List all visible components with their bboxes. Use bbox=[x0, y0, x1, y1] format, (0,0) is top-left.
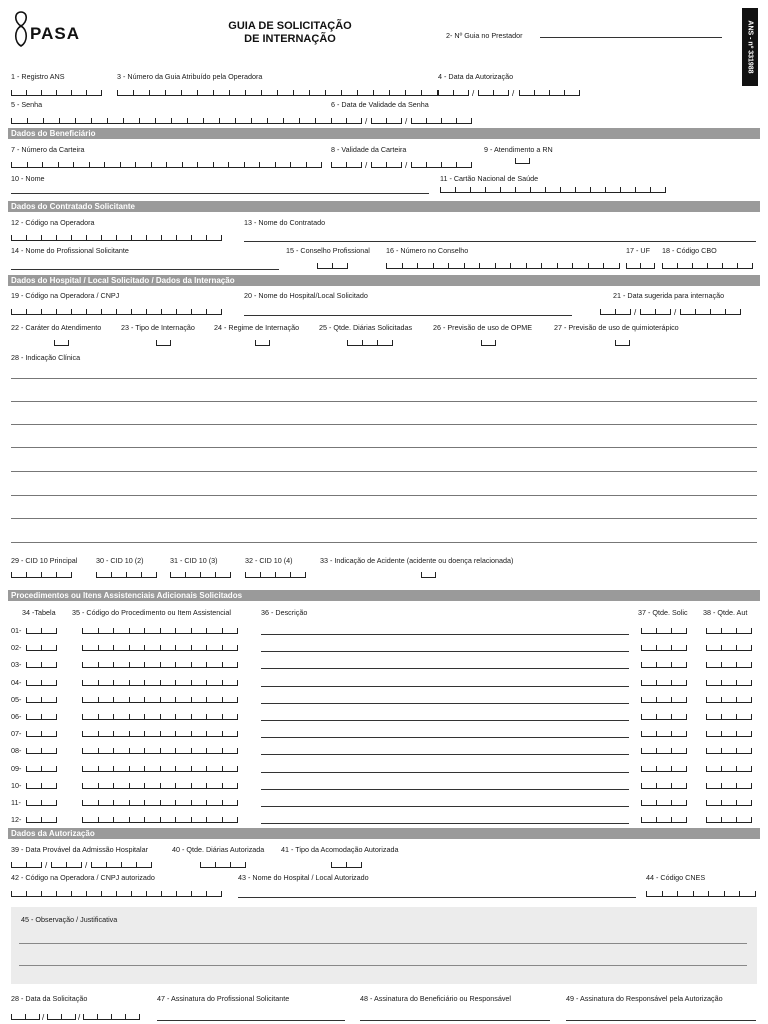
proc-qtde-solic-field[interactable] bbox=[641, 817, 687, 823]
proc-codigo-field[interactable] bbox=[82, 680, 238, 686]
proc-codigo-field[interactable] bbox=[82, 697, 238, 703]
label-codigo-autorizado: 42 - Código na Operadora / CNPJ autorizado bbox=[11, 873, 155, 882]
observacao-line-1[interactable] bbox=[19, 943, 747, 944]
proc-qtde-solic-field[interactable] bbox=[641, 766, 687, 772]
indicacao-line-4[interactable] bbox=[11, 447, 757, 448]
hospital-autorizado-field[interactable] bbox=[238, 897, 636, 898]
label-numero-carteira: 7 - Número da Carteira bbox=[11, 145, 85, 154]
label-codigo-cbo: 18 - Código CBO bbox=[662, 246, 717, 255]
proc-qtde-solic-field[interactable] bbox=[641, 680, 687, 686]
cid-principal-field[interactable] bbox=[11, 572, 72, 578]
validade-senha-ano[interactable] bbox=[411, 118, 472, 124]
proc-tabela-field[interactable] bbox=[26, 800, 57, 806]
indicacao-line-1[interactable] bbox=[11, 378, 757, 379]
label-numero-conselho: 16 - Número no Conselho bbox=[386, 246, 469, 255]
proc-row-number: 07- bbox=[11, 729, 22, 738]
label-senha: 5 - Senha bbox=[11, 100, 43, 109]
label-codigo-cnpj: 19 - Código na Operadora / CNPJ bbox=[11, 291, 120, 300]
label-codigo-procedimento: 35 - Código do Procedimento ou Item Assistencial bbox=[72, 608, 232, 617]
indicacao-line-6[interactable] bbox=[11, 495, 757, 496]
proc-descricao-field[interactable] bbox=[261, 668, 629, 669]
data-admissao-mes[interactable] bbox=[51, 862, 82, 868]
acomodacao-field[interactable] bbox=[331, 862, 362, 868]
cid-3-field[interactable] bbox=[170, 572, 231, 578]
label-assinatura-beneficiario: 48 - Assinatura do Beneficiário ou Responsável bbox=[360, 994, 512, 1003]
nome-contratado-field[interactable] bbox=[244, 241, 756, 242]
proc-qtde-solic-field[interactable] bbox=[641, 645, 687, 651]
proc-row-number: 03- bbox=[11, 660, 22, 669]
label-tabela: 34 -Tabela bbox=[22, 608, 56, 617]
proc-tabela-field[interactable] bbox=[26, 748, 57, 754]
proc-row-number: 12- bbox=[11, 815, 22, 824]
label-indicacao-acidente: 33 - Indicação de Acidente (acidente ou doença relacionada) bbox=[320, 556, 514, 565]
section-beneficiario: Dados do Beneficiário bbox=[8, 128, 760, 139]
data-solicitacao-dia[interactable] bbox=[11, 1014, 40, 1020]
proc-qtde-aut-field[interactable] bbox=[706, 783, 752, 789]
data-admissao-dia[interactable] bbox=[11, 862, 42, 868]
proc-qtde-aut-field[interactable] bbox=[706, 662, 752, 668]
proc-codigo-field[interactable] bbox=[82, 714, 238, 720]
proc-tabela-field[interactable] bbox=[26, 697, 57, 703]
opme-field[interactable] bbox=[481, 340, 496, 346]
label-codigo-operadora: 12 - Código na Operadora bbox=[11, 218, 95, 227]
proc-descricao-field[interactable] bbox=[261, 651, 629, 652]
registro-ans-field[interactable] bbox=[11, 90, 102, 96]
label-tipo-internacao: 23 - Tipo de Internação bbox=[121, 323, 195, 332]
uf-field[interactable] bbox=[626, 263, 655, 269]
codigo-cbo-field[interactable] bbox=[662, 263, 753, 269]
data-sugerida-mes[interactable] bbox=[640, 309, 671, 315]
proc-codigo-field[interactable] bbox=[82, 783, 238, 789]
proc-row-number: 06- bbox=[11, 712, 22, 721]
label-nome-profissional: 14 - Nome do Profissional Solicitante bbox=[11, 246, 129, 255]
proc-descricao-field[interactable] bbox=[261, 823, 629, 824]
section-contratado: Dados do Contratado Solicitante bbox=[8, 201, 760, 212]
proc-descricao-field[interactable] bbox=[261, 737, 629, 738]
proc-qtde-solic-field[interactable] bbox=[641, 748, 687, 754]
label-indicacao-clinica: 28 - Indicação Clínica bbox=[11, 353, 81, 362]
label-qtde-aut: 38 - Qtde. Aut bbox=[703, 608, 748, 617]
label-numero-guia: 3 - Número da Guia Atribuído pela Operadora bbox=[117, 72, 263, 81]
label-diarias-autorizada: 40 - Qtde. Diárias Autorizada bbox=[172, 845, 265, 854]
proc-codigo-field[interactable] bbox=[82, 731, 238, 737]
label-hospital-autorizado: 43 - Nome do Hospital / Local Autorizado bbox=[238, 873, 369, 882]
label-validade-senha: 6 - Data de Validade da Senha bbox=[331, 100, 429, 109]
conselho-field[interactable] bbox=[317, 263, 348, 269]
codigo-cnes-field[interactable] bbox=[646, 891, 756, 897]
proc-qtde-aut-field[interactable] bbox=[706, 628, 752, 634]
cartao-nacional-field[interactable] bbox=[440, 187, 666, 193]
indicacao-line-2[interactable] bbox=[11, 401, 757, 402]
codigo-operadora-field[interactable] bbox=[11, 235, 222, 241]
proc-qtde-solic-field[interactable] bbox=[641, 800, 687, 806]
label-nome: 10 - Nome bbox=[11, 174, 45, 183]
codigo-cnpj-field[interactable] bbox=[11, 309, 222, 315]
proc-descricao-field[interactable] bbox=[261, 686, 629, 687]
proc-qtde-solic-field[interactable] bbox=[641, 662, 687, 668]
codigo-autorizado-field[interactable] bbox=[11, 891, 222, 897]
assinatura-profissional-field[interactable] bbox=[157, 1020, 345, 1021]
carater-field[interactable] bbox=[54, 340, 69, 346]
label-descricao: 36 - Descrição bbox=[261, 608, 308, 617]
proc-qtde-aut-field[interactable] bbox=[706, 748, 752, 754]
proc-qtde-solic-field[interactable] bbox=[641, 714, 687, 720]
label-cartao-nacional: 11 - Cartão Nacional de Saúde bbox=[440, 174, 539, 183]
data-sugerida-ano[interactable] bbox=[680, 309, 741, 315]
proc-tabela-field[interactable] bbox=[26, 662, 57, 668]
proc-tabela-field[interactable] bbox=[26, 645, 57, 651]
label-nome-contratado: 13 - Nome do Contratado bbox=[244, 218, 326, 227]
label-uf: 17 - UF bbox=[626, 246, 650, 255]
ans-badge: ANS - nº 331988 bbox=[742, 8, 758, 86]
proc-tabela-field[interactable] bbox=[26, 783, 57, 789]
quimioterapico-field[interactable] bbox=[615, 340, 630, 346]
proc-descricao-field[interactable] bbox=[261, 772, 629, 773]
proc-descricao-field[interactable] bbox=[261, 720, 629, 721]
validade-carteira-ano[interactable] bbox=[411, 162, 472, 168]
indicacao-line-3[interactable] bbox=[11, 424, 757, 425]
guia-prestador-label: 2- Nº Guia no Prestador bbox=[446, 31, 523, 40]
guia-prestador-field[interactable] bbox=[540, 37, 722, 38]
validade-carteira-mes[interactable] bbox=[371, 162, 402, 168]
proc-row-number: 01- bbox=[11, 626, 22, 635]
validade-senha-dia[interactable] bbox=[331, 118, 362, 124]
label-validade-carteira: 8 - Validade da Carteira bbox=[331, 145, 407, 154]
senha-field[interactable] bbox=[11, 118, 332, 124]
data-admissao-ano[interactable] bbox=[91, 862, 152, 868]
proc-tabela-field[interactable] bbox=[26, 714, 57, 720]
section-hospital: Dados do Hospital / Local Solicitado / Dados da Internação bbox=[8, 275, 760, 286]
proc-descricao-field[interactable] bbox=[261, 634, 629, 635]
label-acomodacao: 41 - Tipo da Acomodação Autorizada bbox=[281, 845, 399, 854]
proc-row-number: 04- bbox=[11, 678, 22, 687]
qtde-diarias-field[interactable] bbox=[347, 340, 393, 346]
pasa-logo-icon bbox=[10, 10, 32, 50]
validade-senha-mes[interactable] bbox=[371, 118, 402, 124]
proc-row-number: 11- bbox=[11, 798, 21, 807]
proc-tabela-field[interactable] bbox=[26, 628, 57, 634]
label-conselho: 15 - Conselho Profissional bbox=[286, 246, 370, 255]
label-regime: 24 - Regime de Internação bbox=[214, 323, 300, 332]
data-autorizacao-dia[interactable] bbox=[438, 90, 469, 96]
proc-descricao-field[interactable] bbox=[261, 806, 629, 807]
data-sugerida-dia[interactable] bbox=[600, 309, 631, 315]
observacao-line-2[interactable] bbox=[19, 965, 747, 966]
indicacao-acidente-field[interactable] bbox=[421, 572, 436, 578]
label-qtde-solic: 37 - Qtde. Solic bbox=[638, 608, 688, 617]
label-registro-ans: 1 - Registro ANS bbox=[11, 72, 65, 81]
indicacao-line-7[interactable] bbox=[11, 518, 757, 519]
proc-qtde-aut-field[interactable] bbox=[706, 817, 752, 823]
proc-descricao-field[interactable] bbox=[261, 703, 629, 704]
proc-row-number: 02- bbox=[11, 643, 22, 652]
label-cid-principal: 29 - CID 10 Principal bbox=[11, 556, 78, 565]
proc-row-number: 09- bbox=[11, 764, 22, 773]
proc-qtde-aut-field[interactable] bbox=[706, 680, 752, 686]
proc-qtde-solic-field[interactable] bbox=[641, 697, 687, 703]
data-solicitacao-ano[interactable] bbox=[83, 1014, 140, 1020]
proc-qtde-aut-field[interactable] bbox=[706, 714, 752, 720]
nome-field[interactable] bbox=[11, 193, 429, 194]
proc-descricao-field[interactable] bbox=[261, 789, 629, 790]
proc-qtde-aut-field[interactable] bbox=[706, 731, 752, 737]
section-autorizacao: Dados da Autorização bbox=[8, 828, 760, 839]
section-procedimentos: Procedimentos ou Itens Assistenciais Adicionais Solicitados bbox=[8, 590, 760, 601]
proc-descricao-field[interactable] bbox=[261, 754, 629, 755]
nome-hospital-field[interactable] bbox=[244, 315, 572, 316]
label-qtde-diarias: 25 - Qtde. Diárias Solicitadas bbox=[319, 323, 413, 332]
proc-qtde-aut-field[interactable] bbox=[706, 800, 752, 806]
regime-field[interactable] bbox=[255, 340, 270, 346]
numero-carteira-field[interactable] bbox=[11, 162, 322, 168]
proc-codigo-field[interactable] bbox=[82, 817, 238, 823]
data-autorizacao-ano[interactable] bbox=[519, 90, 580, 96]
observacao-box bbox=[11, 907, 757, 984]
proc-row-number: 08- bbox=[11, 746, 22, 755]
validade-carteira-dia[interactable] bbox=[331, 162, 362, 168]
label-data-admissao: 39 - Data Provável da Admissão Hospitalar bbox=[11, 845, 149, 854]
proc-codigo-field[interactable] bbox=[82, 748, 238, 754]
diarias-autorizada-field[interactable] bbox=[200, 862, 246, 868]
proc-qtde-aut-field[interactable] bbox=[706, 766, 752, 772]
label-assinatura-profissional: 47 - Assinatura do Profissional Solicitante bbox=[157, 994, 290, 1003]
label-observacao: 45 - Observação / Justificativa bbox=[21, 915, 118, 924]
tipo-internacao-field[interactable] bbox=[156, 340, 171, 346]
label-cid-3: 31 - CID 10 (3) bbox=[170, 556, 218, 565]
proc-codigo-field[interactable] bbox=[82, 766, 238, 772]
label-nome-hospital: 20 - Nome do Hospital/Local Solicitado bbox=[244, 291, 368, 300]
label-cid-4: 32 - CID 10 (4) bbox=[245, 556, 293, 565]
proc-codigo-field[interactable] bbox=[82, 628, 238, 634]
data-autorizacao-mes[interactable] bbox=[478, 90, 509, 96]
label-carater: 22 - Caráter do Atendimento bbox=[11, 323, 102, 332]
atendimento-rn-field[interactable] bbox=[515, 158, 530, 164]
assinatura-beneficiario-field[interactable] bbox=[360, 1020, 550, 1021]
label-data-sugerida: 21 - Data sugerida para internação bbox=[613, 291, 725, 300]
proc-tabela-field[interactable] bbox=[26, 817, 57, 823]
nome-profissional-field[interactable] bbox=[11, 269, 279, 270]
label-data-autorizacao: 4 - Data da Autorização bbox=[438, 72, 514, 81]
proc-qtde-solic-field[interactable] bbox=[641, 731, 687, 737]
numero-conselho-field[interactable] bbox=[386, 263, 620, 269]
label-opme: 26 - Previsão de uso de OPME bbox=[433, 323, 533, 332]
logo-text: PASA bbox=[30, 24, 80, 43]
proc-codigo-field[interactable] bbox=[82, 645, 238, 651]
proc-qtde-aut-field[interactable] bbox=[706, 645, 752, 651]
data-solicitacao-mes[interactable] bbox=[47, 1014, 76, 1020]
label-quimioterapico: 27 - Previsão de uso de quimioterápico bbox=[554, 323, 679, 332]
proc-codigo-field[interactable] bbox=[82, 800, 238, 806]
proc-row-number: 05- bbox=[11, 695, 22, 704]
cid-2-field[interactable] bbox=[96, 572, 157, 578]
label-cid-2: 30 - CID 10 (2) bbox=[96, 556, 144, 565]
proc-qtde-solic-field[interactable] bbox=[641, 783, 687, 789]
proc-codigo-field[interactable] bbox=[82, 662, 238, 668]
proc-tabela-field[interactable] bbox=[26, 731, 57, 737]
indicacao-line-5[interactable] bbox=[11, 471, 757, 472]
cid-4-field[interactable] bbox=[245, 572, 306, 578]
proc-tabela-field[interactable] bbox=[26, 680, 57, 686]
proc-tabela-field[interactable] bbox=[26, 766, 57, 772]
proc-qtde-aut-field[interactable] bbox=[706, 697, 752, 703]
label-assinatura-autorizacao: 49 - Assinatura do Responsável pela Autorização bbox=[566, 994, 723, 1003]
assinatura-autorizacao-field[interactable] bbox=[566, 1020, 756, 1021]
label-data-solicitacao: 28 - Data da Solicitação bbox=[11, 994, 88, 1003]
form-title: GUIA DE SOLICITAÇÃO DE INTERNAÇÃO bbox=[228, 20, 352, 45]
proc-row-number: 10- bbox=[11, 781, 22, 790]
indicacao-line-8[interactable] bbox=[11, 542, 757, 543]
numero-guia-field[interactable] bbox=[117, 90, 438, 96]
label-codigo-cnes: 44 - Código CNES bbox=[646, 873, 706, 882]
label-atendimento-rn: 9 - Atendimento a RN bbox=[484, 145, 553, 154]
proc-qtde-solic-field[interactable] bbox=[641, 628, 687, 634]
